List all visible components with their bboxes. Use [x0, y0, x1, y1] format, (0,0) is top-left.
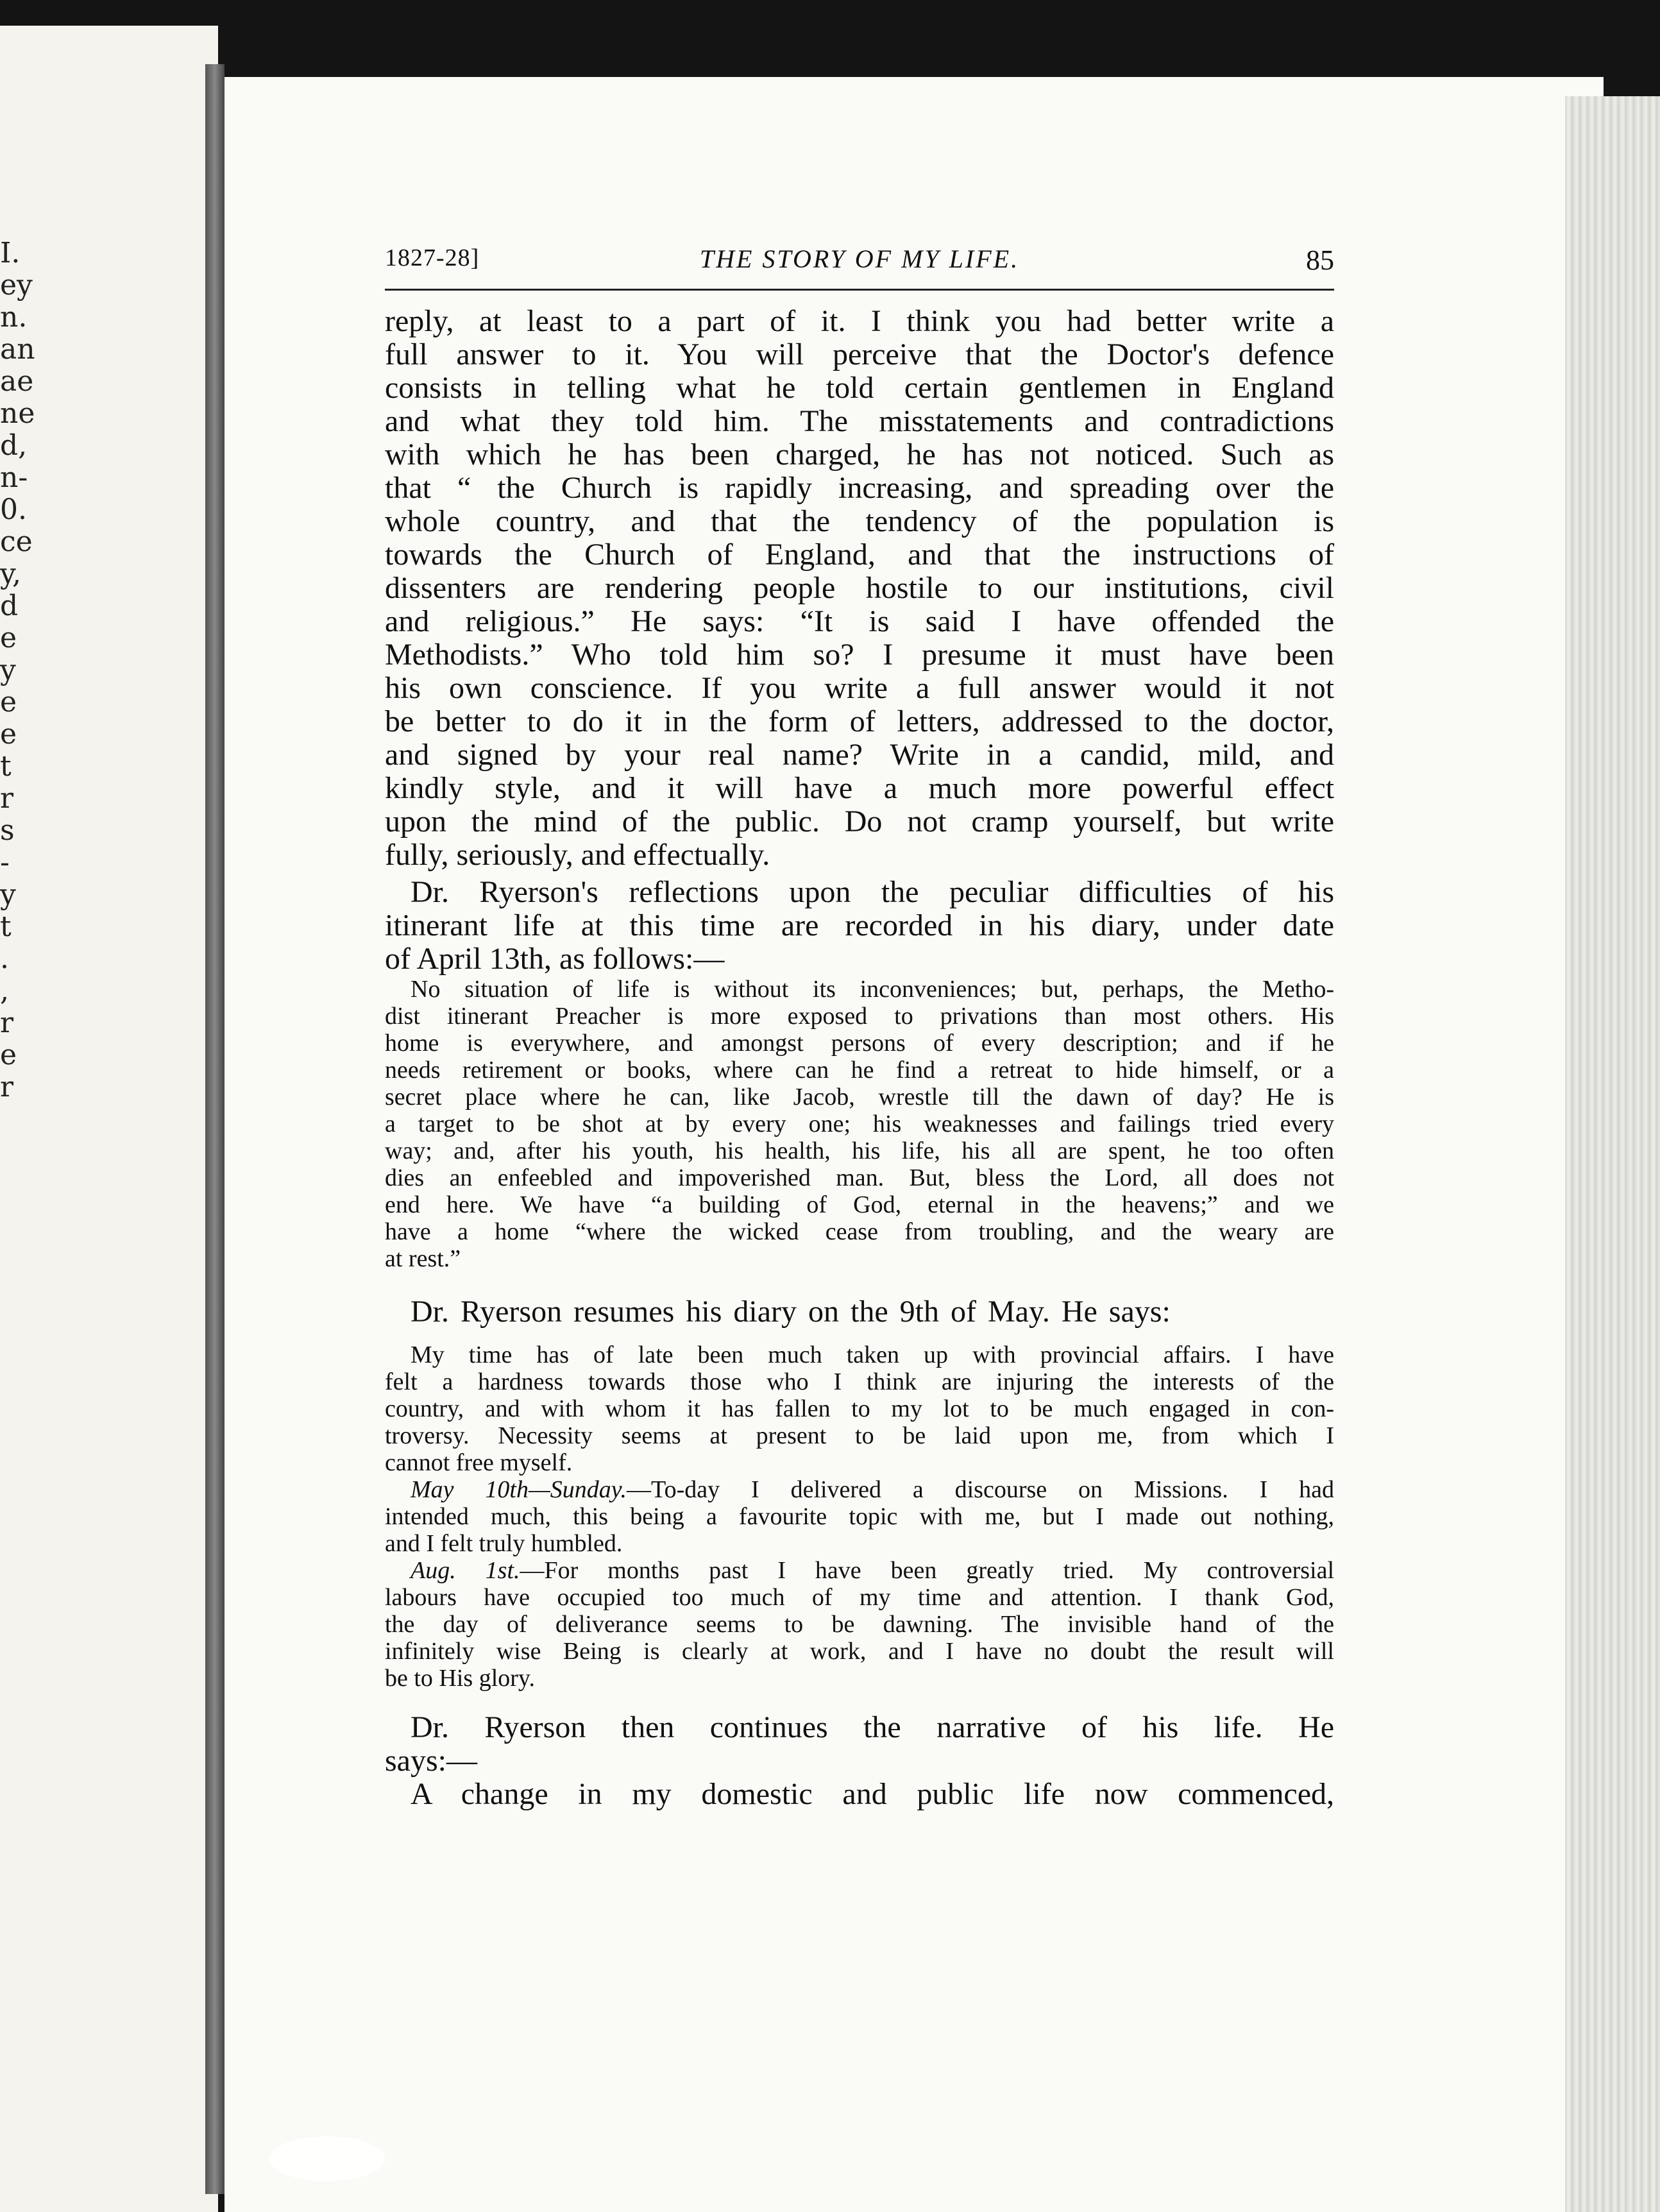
left-edge-fragment: r	[0, 1071, 14, 1103]
entry-date: Aug. 1st.	[411, 1557, 520, 1584]
text-line: Dr. Ryerson's reflections upon the peculiar difficulties of his	[411, 875, 1334, 909]
entry-text: —To-day I delivered a discourse on Missions. I had	[627, 1476, 1335, 1503]
left-edge-fragment: t	[0, 750, 12, 783]
text-line: Dr. Ryerson resumes his diary on the 9th of May. He says:	[411, 1295, 1171, 1329]
text-line	[385, 1476, 1334, 1503]
left-edge-fragment: d	[0, 590, 19, 622]
text-line: and what they told him. The misstatements and contradictions	[385, 404, 1334, 438]
text-line: of April 13th, as follows:—	[385, 942, 725, 976]
paragraph-change	[385, 1778, 1334, 1811]
text-line: have a home “where the wicked cease from troubling, and the weary are	[385, 1218, 1334, 1245]
left-edge-fragment: ey	[0, 269, 33, 302]
text-line: a target to be shot at by every one; his weaknesses and failings tried every	[385, 1110, 1334, 1137]
left-page-edge-text	[0, 26, 38, 1103]
book-gutter	[205, 64, 224, 2194]
text-line: infinitely wise Being is clearly at work, and I have no doubt the result will	[385, 1638, 1334, 1665]
text-line: be better to do it in the form of letters, addressed to the doctor,	[385, 704, 1334, 738]
paragraph-continues	[385, 1711, 1334, 1778]
left-edge-fragment: d,	[0, 429, 28, 462]
left-edge-fragment: n-	[0, 461, 28, 494]
quote-may10	[385, 1476, 1334, 1557]
left-edge-fragment: e	[0, 622, 17, 654]
text-line: fully, seriously, and effectually.	[385, 838, 770, 872]
page-stack-edge	[1565, 96, 1660, 2212]
left-edge-fragment: e	[0, 1039, 17, 1071]
left-edge-fragment: s	[0, 814, 15, 847]
left-edge-fragment: an	[0, 333, 35, 366]
text-line: dies an enfeebled and impoverished man. But, bless the Lord, all does not	[385, 1164, 1334, 1191]
text-line: secret place where he can, like Jacob, wrestle till the dawn of day? He is	[385, 1084, 1334, 1110]
quote-aug1	[385, 1557, 1334, 1692]
entry-date: May 10th—Sunday.	[411, 1476, 627, 1503]
text-line: Dr. Ryerson then continues the narrative of his life. He	[411, 1710, 1334, 1744]
text-line	[385, 1557, 1334, 1584]
page-content	[385, 231, 1334, 1811]
left-edge-fragment: y	[0, 878, 16, 911]
left-edge-fragment: e	[0, 686, 17, 719]
paragraph-resumes-diary	[385, 1295, 1334, 1329]
text-line: dissenters are rendering people hostile to our institutions, civil	[385, 571, 1334, 605]
text-line: My time has of late been much taken up with provincial affairs. I have	[411, 1341, 1334, 1368]
text-line: felt a hardness towards those who I think are injuring the interests of the	[385, 1368, 1334, 1395]
left-edge-fragment: 0.	[0, 493, 27, 526]
paragraph-reflections	[385, 876, 1334, 976]
text-line: the day of deliverance seems to be dawning. The invisible hand of the	[385, 1611, 1334, 1638]
text-line: and I felt truly humbled.	[385, 1530, 623, 1557]
left-edge-fragment: e	[0, 718, 17, 751]
text-line: end here. We have “a building of God, eternal in the heavens;” and we	[385, 1191, 1334, 1218]
left-edge-fragment: ,	[0, 974, 9, 1007]
text-line: be to His glory.	[385, 1665, 535, 1692]
text-line: with which he has been charged, he has not noticed. Such as	[385, 438, 1334, 472]
page-number: 85	[1306, 244, 1334, 276]
quote-provincial	[385, 1341, 1334, 1476]
text-line: his own conscience. If you write a full answer would it not	[385, 671, 1334, 705]
text-line: intended much, this being a favourite topic with me, but I made out nothing,	[385, 1503, 1334, 1530]
left-edge-fragment: ce	[0, 525, 33, 558]
left-edge-fragment: t	[0, 910, 12, 943]
text-line: kindly style, and it will have a much more powerful effect	[385, 771, 1334, 805]
entry-text: —For months past I have been greatly tried. My controversial	[520, 1557, 1334, 1584]
thumb-smudge	[269, 2136, 385, 2181]
running-head	[385, 231, 1334, 291]
text-line: Methodists.” Who told him so? I presume it must have been	[385, 638, 1334, 672]
text-line: that “ the Church is rapidly increasing, and spreading over the	[385, 471, 1334, 505]
text-line: A change in my domestic and public life now commenced,	[411, 1777, 1334, 1811]
left-page	[0, 26, 218, 2212]
text-line: at rest.”	[385, 1245, 461, 1272]
left-edge-fragment: r	[0, 782, 14, 815]
text-line: home is everywhere, and amongst persons of every description; and if he	[385, 1030, 1334, 1057]
header-years: 1827-28]	[385, 244, 480, 271]
text-line: full answer to it. You will perceive that the Doctor's defence	[385, 337, 1334, 371]
paragraph-letter	[385, 305, 1334, 872]
text-line: upon the mind of the public. Do not cramp yourself, but write	[385, 804, 1334, 838]
text-line: dist itinerant Preacher is more exposed to privations than most others. His	[385, 1003, 1334, 1030]
left-edge-fragment: n.	[0, 301, 28, 334]
text-line: whole country, and that the tendency of the population is	[385, 504, 1334, 538]
left-edge-fragment: ne	[0, 397, 35, 430]
left-edge-fragment: -	[0, 846, 10, 879]
text-line: consists in telling what he told certain gentlemen in England	[385, 371, 1334, 405]
header-title: THE STORY OF MY LIFE.	[699, 244, 1020, 273]
text-line: reply, at least to a part of it. I think you had better write a	[385, 304, 1334, 338]
text-line: way; and, after his youth, his health, his life, his all are spent, he too often	[385, 1137, 1334, 1164]
text-line: labours have occupied too much of my time and attention. I thank God,	[385, 1584, 1334, 1611]
left-edge-fragment: r	[0, 1007, 14, 1039]
text-line: and religious.” He says: “It is said I have offended the	[385, 604, 1334, 638]
left-edge-fragment: y	[0, 654, 16, 686]
text-line: needs retirement or books, where can he find a retreat to hide himself, or a	[385, 1057, 1334, 1084]
text-line: itinerant life at this time are recorded in his diary, under date	[385, 908, 1334, 942]
left-edge-fragment: ae	[0, 365, 34, 398]
text-line: towards the Church of England, and that the instructions of	[385, 538, 1334, 572]
left-edge-fragment: .	[0, 942, 9, 975]
text-line: No situation of life is without its inconveniences; but, perhaps, the Metho-	[411, 976, 1334, 1003]
text-line: cannot free myself.	[385, 1449, 573, 1476]
text-line: and signed by your real name? Write in a candid, mild, and	[385, 738, 1334, 772]
text-line: country, and with whom it has fallen to my lot to be much engaged in con-	[385, 1395, 1334, 1422]
text-line: troversy. Necessity seems at present to be laid upon me, from which I	[385, 1422, 1334, 1449]
left-edge-fragment: I.	[0, 237, 21, 269]
quote-itinerant	[385, 976, 1334, 1272]
text-line: says:—	[385, 1744, 477, 1778]
left-edge-fragment: y,	[0, 557, 21, 590]
body-text	[385, 305, 1334, 1811]
